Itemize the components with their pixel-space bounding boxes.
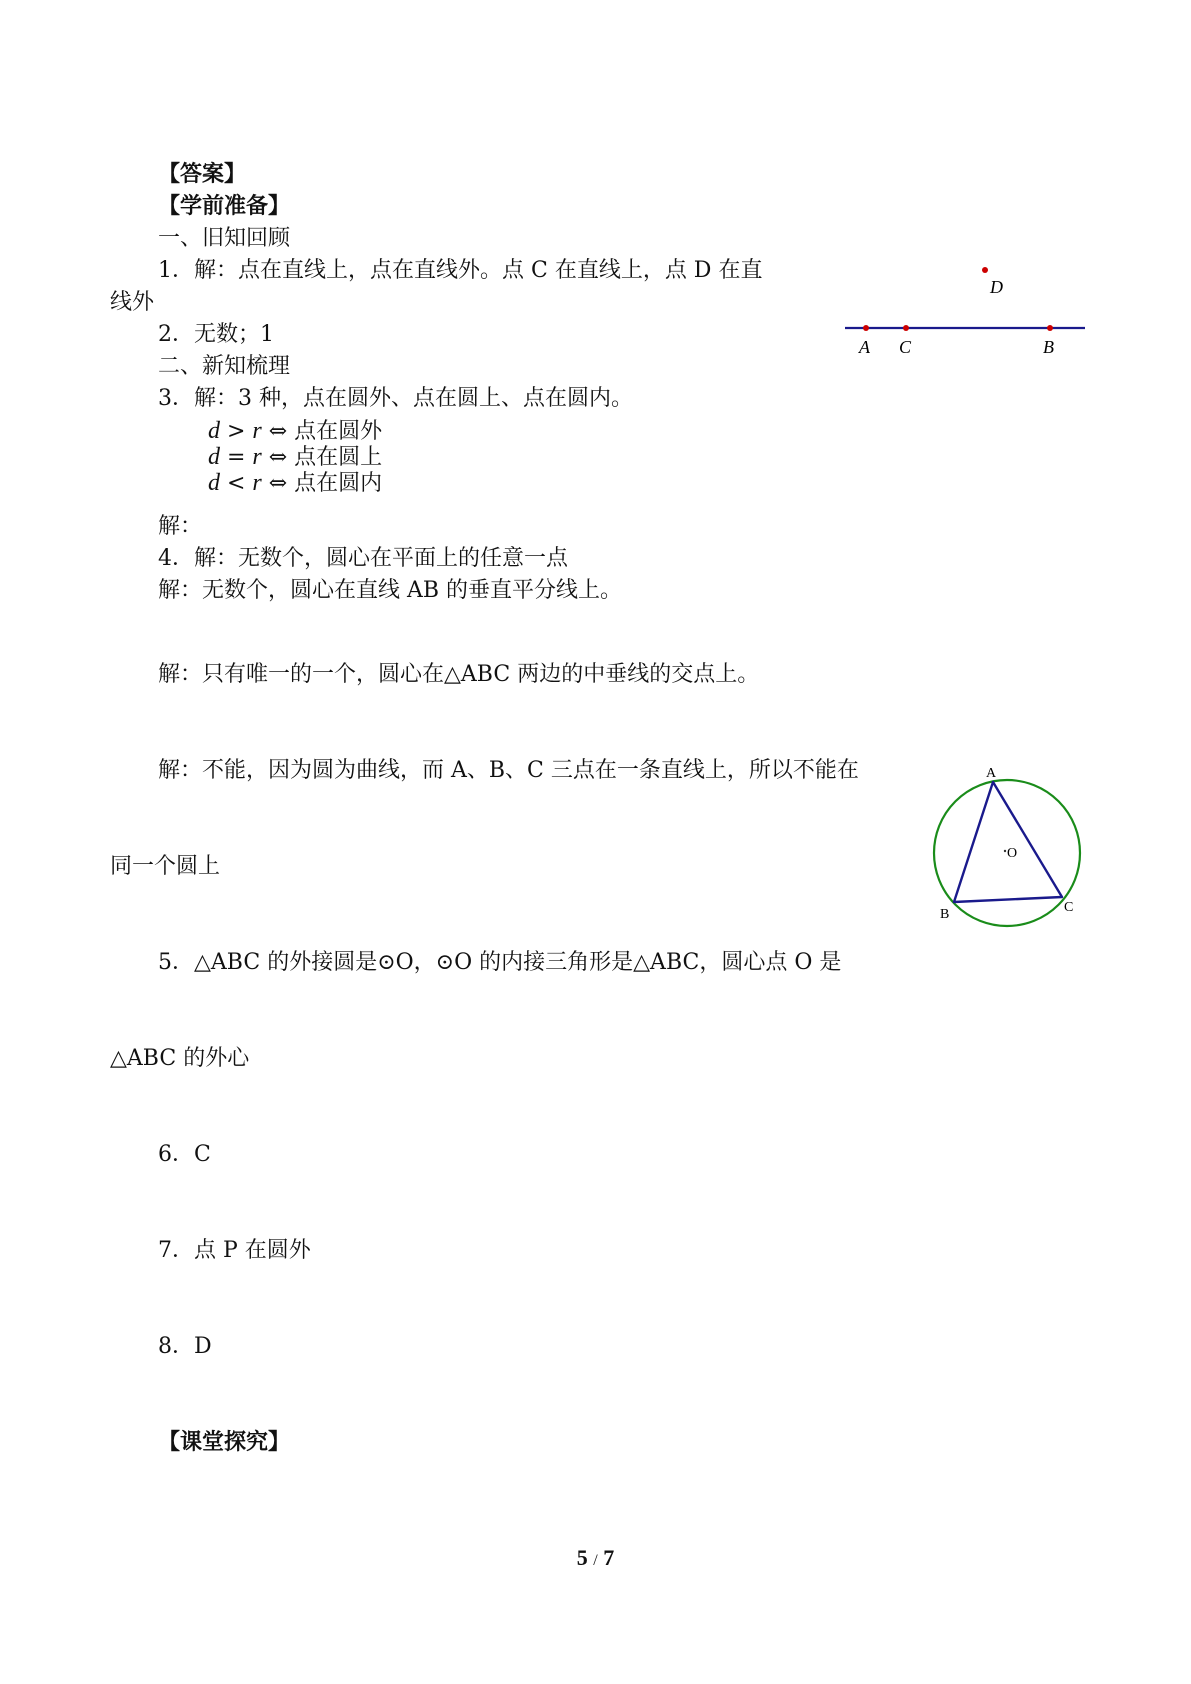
label-b: B <box>940 907 950 922</box>
answer-solution-blank: 解： <box>158 514 203 539</box>
answer-q7: 7．点 P 在圆外 <box>158 1238 311 1263</box>
point-b <box>1047 325 1053 331</box>
point-a <box>863 325 869 331</box>
triangle-abc <box>954 782 1062 902</box>
answer-q4: 4．解：无数个，圆心在平面上的任意一点 <box>158 546 568 571</box>
label-a: A <box>986 766 997 781</box>
answer-q6: 6．C <box>158 1142 211 1167</box>
circumcircle-figure <box>930 760 1090 930</box>
answer-q3: 3．解：3 种，点在圆外、点在圆上、点在圆内。 <box>158 386 633 411</box>
label-a: A <box>859 337 870 357</box>
inequality-on: d = r ⇔ 点在圆上 <box>208 444 383 470</box>
answer-q5-line1: 5．△ABC 的外接圆是⊙O，⊙O 的内接三角形是△ABC，圆心点 O 是 <box>158 950 842 975</box>
inequality-outside: d > r ⇔ 点在圆外 <box>208 418 383 444</box>
page-total: 7 <box>603 1545 615 1570</box>
answer-q2: 2．无数；1 <box>158 322 274 347</box>
answer-q4-b: 解：无数个，圆心在直线 AB 的垂直平分线上。 <box>158 578 623 603</box>
answer-q8: 8．D <box>158 1334 212 1359</box>
answer-q4-c: 解：只有唯一的一个，圆心在△ABC 两边的中垂线的交点上。 <box>158 662 760 687</box>
prestudy-heading: 【学前准备】 <box>158 194 291 219</box>
section-review: 一、旧知回顾 <box>158 226 291 251</box>
label-d: D <box>990 277 1003 297</box>
center-o <box>1004 850 1006 852</box>
answer-q1-line2: 线外 <box>110 290 155 315</box>
label-c: C <box>899 337 912 357</box>
point-d <box>982 267 988 273</box>
answer-q1-line1: 1．解：点在直线上，点在直线外。点 C 在直线上，点 D 在直 <box>158 258 763 283</box>
inequality-inside: d < r ⇔ 点在圆内 <box>208 470 383 496</box>
answer-q5-line2: △ABC 的外心 <box>110 1046 250 1071</box>
section-new-knowledge: 二、新知梳理 <box>158 354 291 379</box>
answer-heading: 【答案】 <box>158 162 247 187</box>
page-number <box>0 1545 1191 1571</box>
label-o: O <box>1007 846 1018 861</box>
point-c <box>903 325 909 331</box>
label-b: B <box>1043 337 1054 357</box>
label-c: C <box>1064 900 1074 915</box>
classroom-heading: 【课堂探究】 <box>158 1430 291 1455</box>
line-points-figure <box>840 260 1090 360</box>
page-current: 5 <box>576 1545 588 1570</box>
answer-q4-d-line1: 解：不能，因为圆为曲线，而 A、B、C 三点在一条直线上，所以不能在 <box>158 758 859 783</box>
answer-q4-d-line2: 同一个圆上 <box>110 854 221 879</box>
page-separator: / <box>593 1552 598 1569</box>
